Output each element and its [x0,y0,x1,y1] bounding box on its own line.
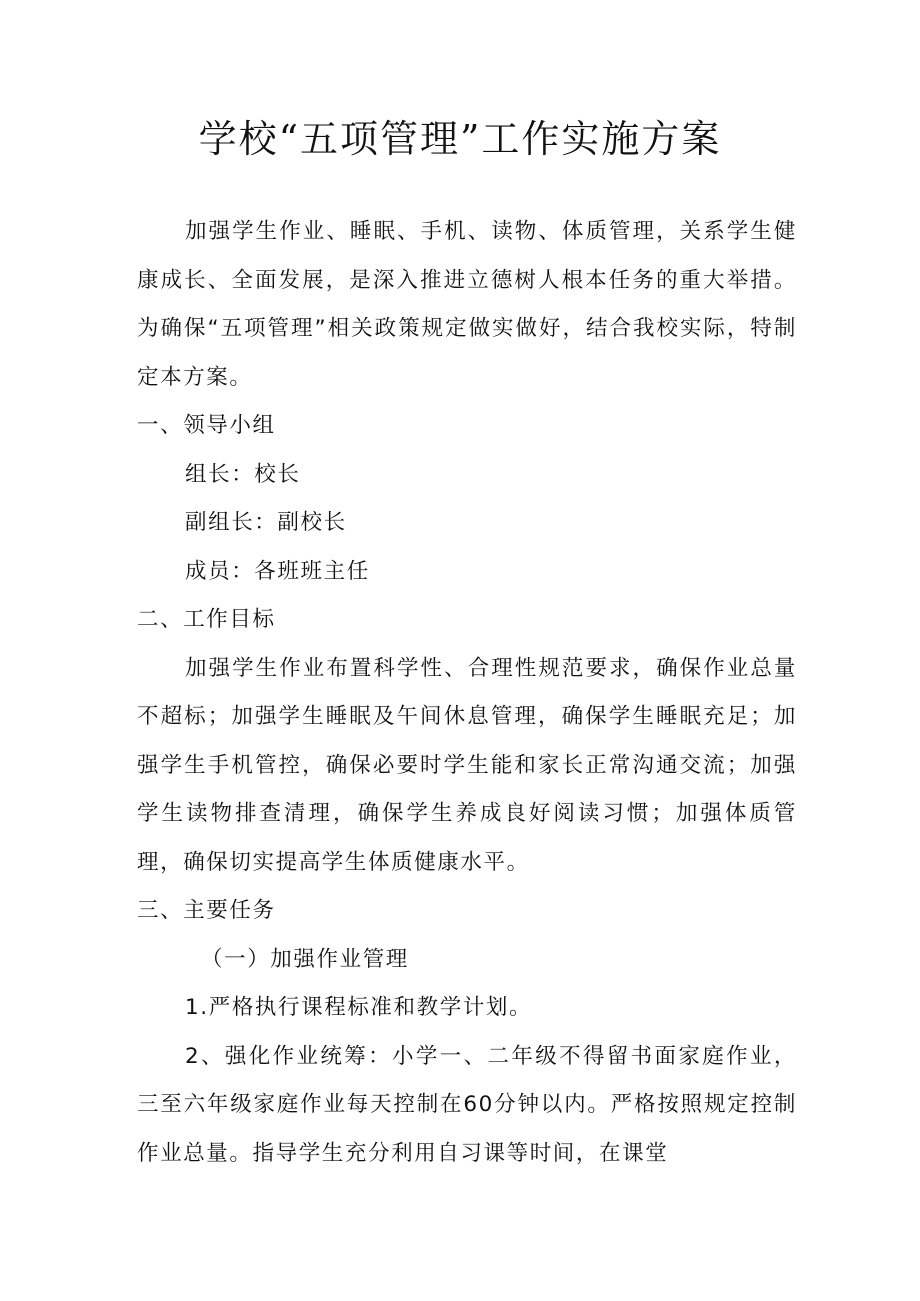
section-heading-goals: 二、工作目标 [137,607,276,632]
section-heading-tasks: 三、主要任务 [137,898,276,923]
leader-line: 组长：校长 [185,461,301,487]
task-item-2: 2、强化作业统筹：小学一、二年级不得留书面家庭作业，三至六年级家庭作业每天控制在60分钟以内。严格按照规定控制作业总量。指导学生充分利用自习课等时间，在课堂 [137,1043,797,1166]
intro-paragraph: 加强学生作业、睡眠、手机、读物、体质管理，关系学生健康成长、全面发展，是深入推进立德树人根本任务的重大举措。为确保“五项管理”相关政策规定做实做好，结合我校实际，特制定本方案。 [137,219,797,390]
goals-paragraph: 加强学生作业布置科学性、合理性规范要求，确保作业总量不超标；加强学生睡眠及午间休息管理，确保学生睡眠充足；加强学生手机管控，确保必要时学生能和家长正常沟通交流；加强学生读物排查清理，确保学生养成良好阅读习惯；加强体质管理，确保切实提高学生体质健康水平。 [137,655,797,875]
members-line: 成员：各班班主任 [185,558,370,584]
deputy-leader-line: 副组长：副校长 [185,510,347,535]
section-heading-leadership: 一、领导小组 [137,413,276,438]
subsection-homework: （一）加强作业管理 [201,946,409,972]
task-item-1: 1.严格执行课程标准和教学计划。 [185,995,533,1020]
document-title: 学校“五项管理”工作实施方案 [198,117,722,161]
document-body [137,208,797,1178]
